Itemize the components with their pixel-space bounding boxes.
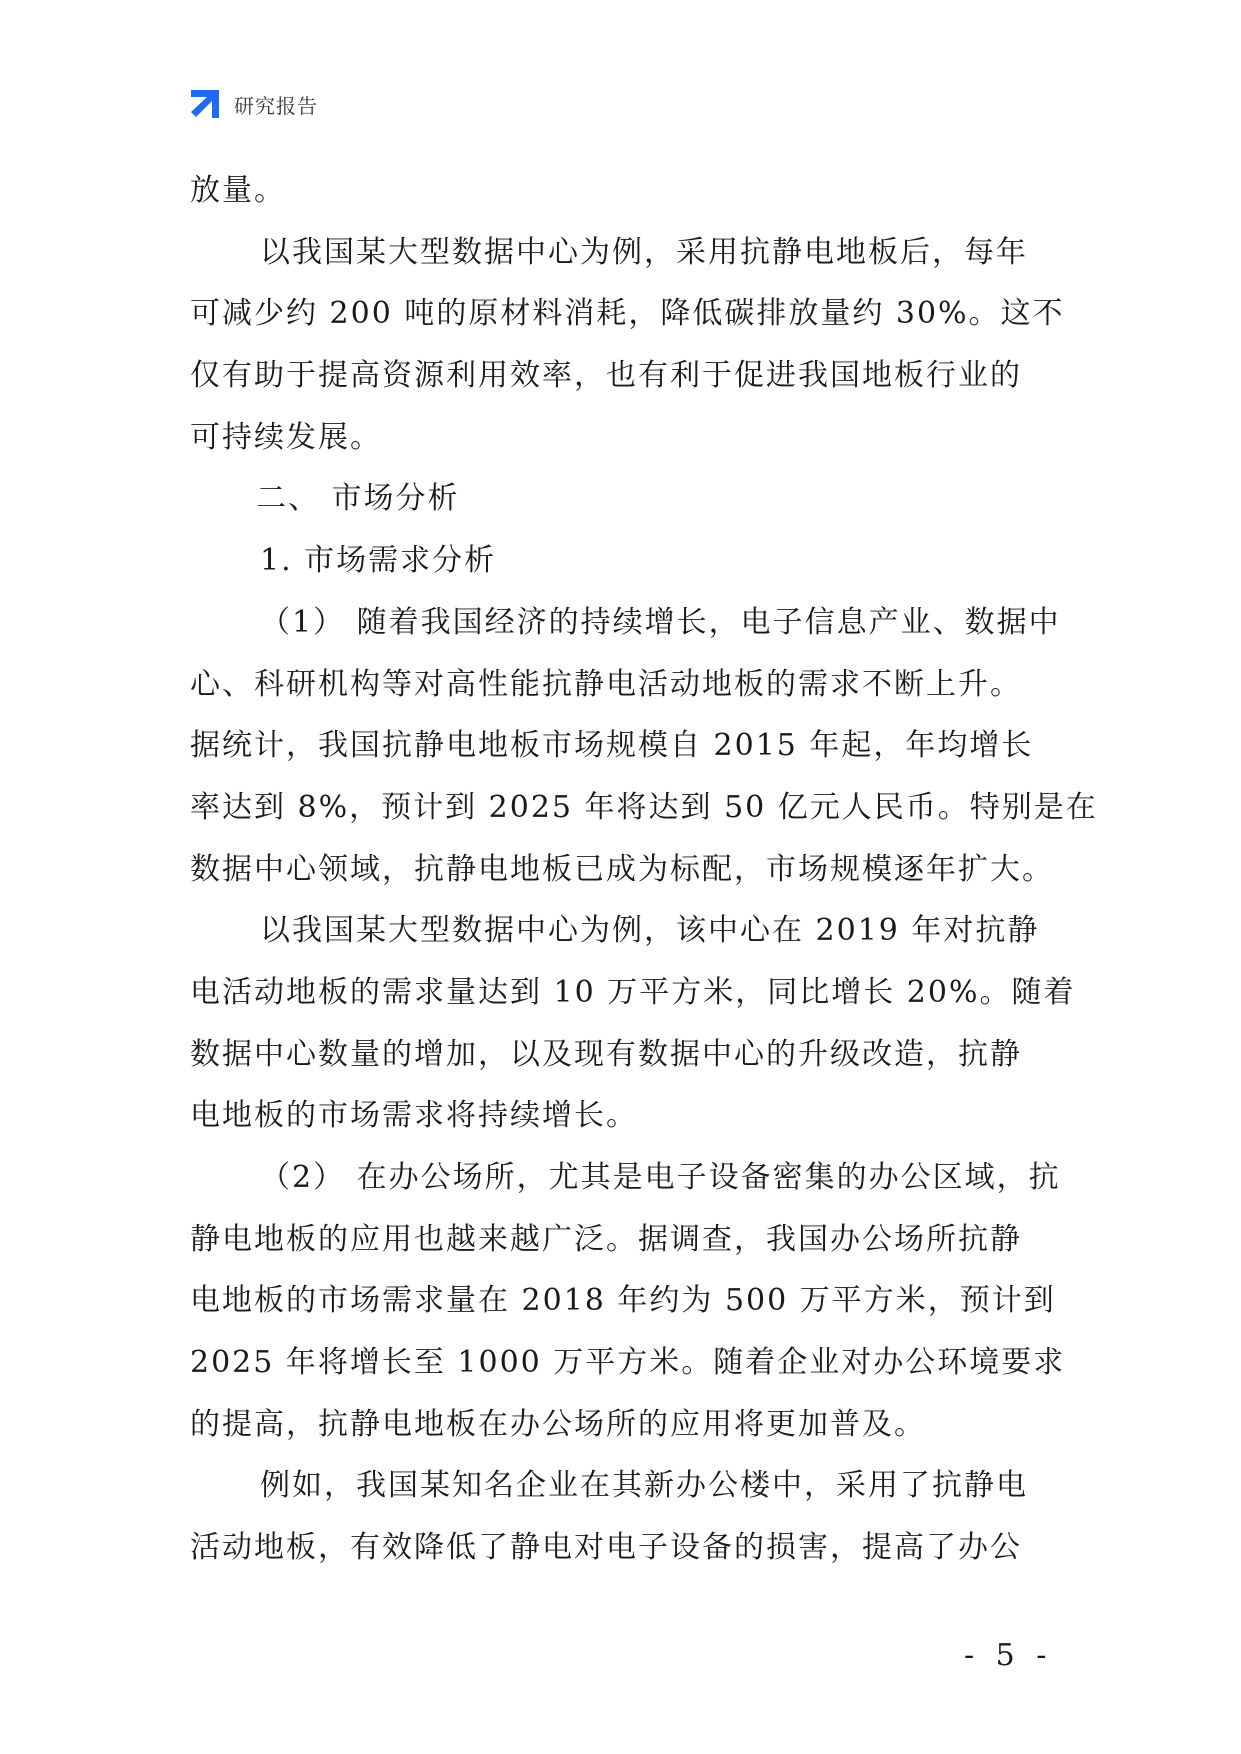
paragraph-line: 心、科研机构等对高性能抗静电活动地板的需求不断上升。 [190, 666, 1022, 702]
paragraph-line: 据统计，我国抗静电地板市场规模自 2015 年起，年均增长 [190, 728, 1034, 764]
header-title: 研究报告 [234, 93, 318, 118]
paragraph-line: 仅有助于提高资源利用效率，也有利于促进我国地板行业的 [190, 358, 1022, 394]
paragraph-line: 以我国某大型数据中心为例，该中心在 2019 年对抗静 [260, 913, 1040, 949]
document-body [190, 160, 1098, 1579]
section-heading: 二、 市场分析 [256, 481, 460, 517]
paragraph-line: 电地板的市场需求量在 2018 年约为 500 万平方米，预计到 [190, 1283, 1056, 1319]
paragraph-line: （2） 在办公场所，尤其是电子设备密集的办公区域，抗 [260, 1160, 1061, 1195]
paragraph-line: 的提高，抗静电地板在办公场所的应用将更加普及。 [190, 1406, 926, 1442]
paragraph-line: 静电地板的应用也越来越广泛。据调查，我国办公场所抗静 [190, 1221, 1022, 1257]
paragraph-line: 数据中心数量的增加，以及现有数据中心的升级改造，抗静 [190, 1036, 1022, 1072]
paragraph-line: 数据中心领域，抗静电地板已成为标配，市场规模逐年扩大。 [190, 851, 1054, 887]
paragraph-line: 电地板的市场需求将持续增长。 [190, 1098, 638, 1134]
subsection-heading: 1. 市场需求分析 [260, 543, 497, 579]
paragraph-line: 放量。 [190, 173, 286, 208]
page-number: - 5 - [964, 1638, 1053, 1673]
paragraph-line: （1） 随着我国经济的持续增长，电子信息产业、数据中 [260, 604, 1061, 640]
paragraph-line: 活动地板，有效降低了静电对电子设备的损害，提高了办公 [190, 1530, 1022, 1566]
paragraph-line: 可持续发展。 [190, 419, 382, 455]
paragraph-line: 以我国某大型数据中心为例，采用抗静电地板后，每年 [260, 234, 1028, 270]
paragraph-line: 率达到 8%，预计到 2025 年将达到 50 亿元人民币。特别是在 [190, 789, 1098, 825]
paragraph-line: 可减少约 200 吨的原材料消耗，降低碳排放量约 30%。这不 [190, 296, 1065, 332]
arrow-logo-icon [188, 87, 222, 121]
paragraph-line: 2025 年将增长至 1000 万平方米。随着企业对办公环境要求 [190, 1345, 1066, 1381]
page-header [188, 86, 318, 122]
paragraph-line: 电活动地板的需求量达到 10 万平方米，同比增长 20%。随着 [190, 974, 1076, 1010]
paragraph-line: 例如，我国某知名企业在其新办公楼中，采用了抗静电 [260, 1468, 1028, 1504]
